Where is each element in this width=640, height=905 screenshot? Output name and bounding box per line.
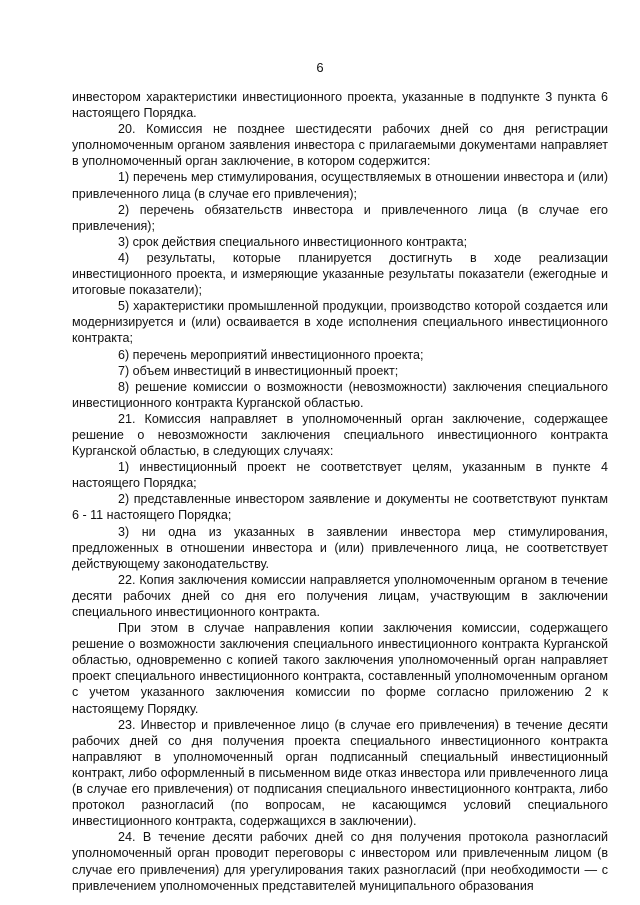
list-item-21-1: 1) инвестиционный проект не соответствует целям, указанным в пункте 4 настоящего Порядка; [72,460,608,491]
list-item-20-4: 4) результаты, которые планируется достигнуть в ходе реализации инвестиционного проекта, и измеряющие указанные результаты показатели (ежегодные и итоговые показатели); [72,250,608,298]
list-item-20-2: 2) перечень обязательств инвестора и привлеченного лица (в случае его привлечения); [72,202,608,233]
list-item-21-2: 2) представленные инвестором заявление и документы не соответствуют пунктам 6 - 11 настоящего Порядка; [72,492,608,523]
list-item-20-8: 8) решение комиссии о возможности (невозможности) заключения специального инвестиционного контракта Курганской областью. [72,379,608,410]
list-item-20-3: 3) срок действия специального инвестиционного контракта; [118,234,468,249]
list-item-20-5: 5) характеристики промышленной продукции, производство которой создается или модернизируется и (или) осваивается в ходе исполнения специального инвестиционного контракта; [72,299,608,346]
paragraph-continuation: инвестором характеристики инвестиционного проекта, указанные в подпункте 3 пункта 6 настоящего Порядка. [72,90,608,121]
paragraph-23: 23. Инвестор и привлеченное лицо (в случае его привлечения) в течение десяти рабочих дней со дня получения проекта специального инвестиционного контракта направляют в уполномоченный орган подписанный специальный инвестиционный контракт, либо оформленный в письменном виде отказ инвестора или привлеченного лица (в случае его привлечения) от подписания специального инвестиционного контракта, либо протокол разногласий (по вопросам, не касающимся условий специального инвестиционного контракта, содержащихся в заключении). [72,717,608,829]
list-item-20-6: 6) перечень мероприятий инвестиционного проекта; [118,347,424,362]
list-item-20-7: 7) объем инвестиций в инвестиционный проект; [118,363,399,378]
list-item-21-3: 3) ни одна из указанных в заявлении инвестора мер стимулирования, предложенных в отношении инвестора и (или) привлеченного лица, не соответствует действующему законодательству. [72,524,608,571]
document-body [72,89,608,894]
paragraph-24: 24. В течение десяти рабочих дней со дня получения протокола разногласий уполномоченный орган проводит переговоры с инвестором или привлеченным лицом (в случае его привлечения) для урегулирования таких разногласий (при необходимости — с привлечением уполномоченных представителей муниципального образования [72,830,608,893]
paragraph-21: 21. Комиссия направляет в уполномоченный орган заключение, содержащее решение о невозможности заключения специального инвестиционного контракта Курганской областью, в следующих случаях: [72,411,608,459]
paragraph-20: 20. Комиссия не позднее шестидесяти рабочих дней со дня регистрации уполномоченным органом заявления инвестора с прилагаемыми документами направляет в уполномоченный орган заключение, в котором содержится: [72,122,608,169]
paragraph-22: 22. Копия заключения комиссии направляется уполномоченным органом в течение десяти рабочих дней со дня его получения лицам, участвующим в заключении специального инвестиционного контракта. [72,572,608,619]
paragraph-22-continued: При этом в случае направления копии заключения комиссии, содержащего решение о возможности заключения специального инвестиционного контракта Курганской областью, одновременно с копией такого заключения уполномоченный орган направляет проект специального инвестиционного контракта, составленный уполномоченным органом с учетом указанного заключения комиссии по форме согласно приложению 2 к настоящему Порядку. [72,621,608,716]
list-item-20-1: 1) перечень мер стимулирования, осуществляемых в отношении инвестора и (или) привлеченного лица (в случае его привлечения); [72,170,608,201]
page-number: 6 [316,60,324,75]
